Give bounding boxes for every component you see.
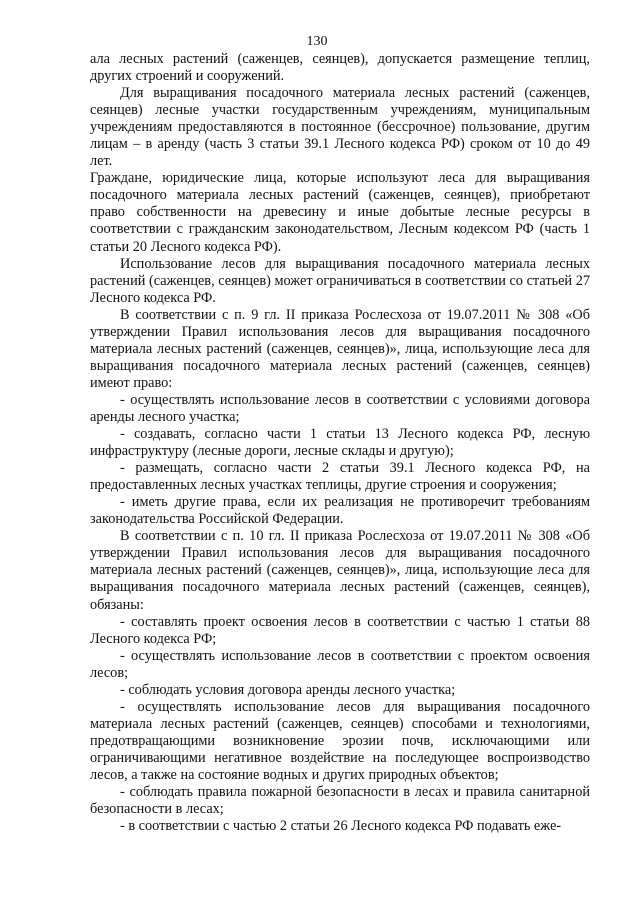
paragraph-rights-intro: В соответствии с п. 9 гл. II приказа Рослесхоза от 19.07.2011 № 308 «Об утверждении Правил использования лесов для выращивания посадочного материала лесных растений (саженцев, сеянцев)», лица, использующие леса для выращивания посадочного материала лесных растений (саженцев, сеянцев) имеют право: [90, 306, 590, 391]
list-item-obligation: - соблюдать правила пожарной безопасности в лесах и правила санитарной безопасности в лесах; [90, 784, 590, 818]
list-item-obligation: - составлять проект освоения лесов в соответствии с частью 1 статьи 88 Лесного кодекса РФ; [90, 613, 590, 647]
list-item-right: - размещать, согласно части 2 статьи 39.1 Лесного кодекса РФ, на предоставленных лесных участках теплицы, другие строения и сооружения; [90, 460, 590, 494]
list-item-right: - осуществлять использование лесов в соответствии с условиями договора аренды лесного участка; [90, 391, 590, 425]
paragraph-lease-terms: Для выращивания посадочного материала лесных растений (саженцев, сеянцев) лесные участки государственным учреждениям, муниципальным учреждениям предоставляются в постоянное (бессрочное) пользование, другим лицам – в аренду (часть 3 статьи 39.1 Лесного кодекса РФ) сроком от 10 до 49 лет. [90, 85, 590, 170]
paragraph-obligations-intro: В соответствии с п. 10 гл. II приказа Рослесхоза от 19.07.2011 № 308 «Об утверждении Правил использования лесов для выращивания посадочного материала лесных растений (саженцев, сеянцев)», лица, использующие леса для выращивания посадочного материала лесных растений (саженцев, сеянцев), обязаны: [90, 528, 590, 613]
list-item-obligation: - осуществлять использование лесов для выращивания посадочного материала лесных растений (саженцев, сеянцев) способами и технологиями, предотвращающими возникновение эрозии почв, исключающими или ограничивающими негативное воздействие на последующее воспроизводство лесов, а также на состояние водных и других природных объектов; [90, 698, 590, 783]
paragraph-continuation: ала лесных растений (саженцев, сеянцев), допускается размещение теплиц, других строений и сооружений. [90, 51, 590, 85]
page-number: 130 [306, 34, 328, 49]
list-item-right: - создавать, согласно части 1 статьи 13 Лесного кодекса РФ, лесную инфраструктуру (лесные дороги, лесные склады и другую); [90, 426, 590, 460]
paragraph-ownership: Граждане, юридические лица, которые используют леса для выращивания посадочного материала лесных растений (саженцев, сеянцев), приобретают право собственности на древесину и иные добытые лесные ресурсы в соответствии с гражданским законодательством, Лесным кодексом РФ (часть 1 статьи 20 Лесного кодекса РФ). [90, 170, 590, 255]
list-item-obligation: - в соответствии с частью 2 статьи 26 Лесного кодекса РФ подавать еже- [120, 818, 562, 835]
list-item-obligation: - соблюдать условия договора аренды лесного участка; [120, 681, 456, 698]
paragraph-restrictions: Использование лесов для выращивания посадочного материала лесных растений (саженцев, сеянцев) может ограничиваться в соответствии со статьей 27 Лесного кодекса РФ. [90, 255, 590, 306]
list-item-obligation: - осуществлять использование лесов в соответствии с проектом освоения лесов; [90, 647, 590, 681]
page-body [90, 51, 590, 835]
list-item-right: - иметь другие права, если их реализация не противоречит требованиям законодательства Российской Федерации. [90, 494, 590, 528]
